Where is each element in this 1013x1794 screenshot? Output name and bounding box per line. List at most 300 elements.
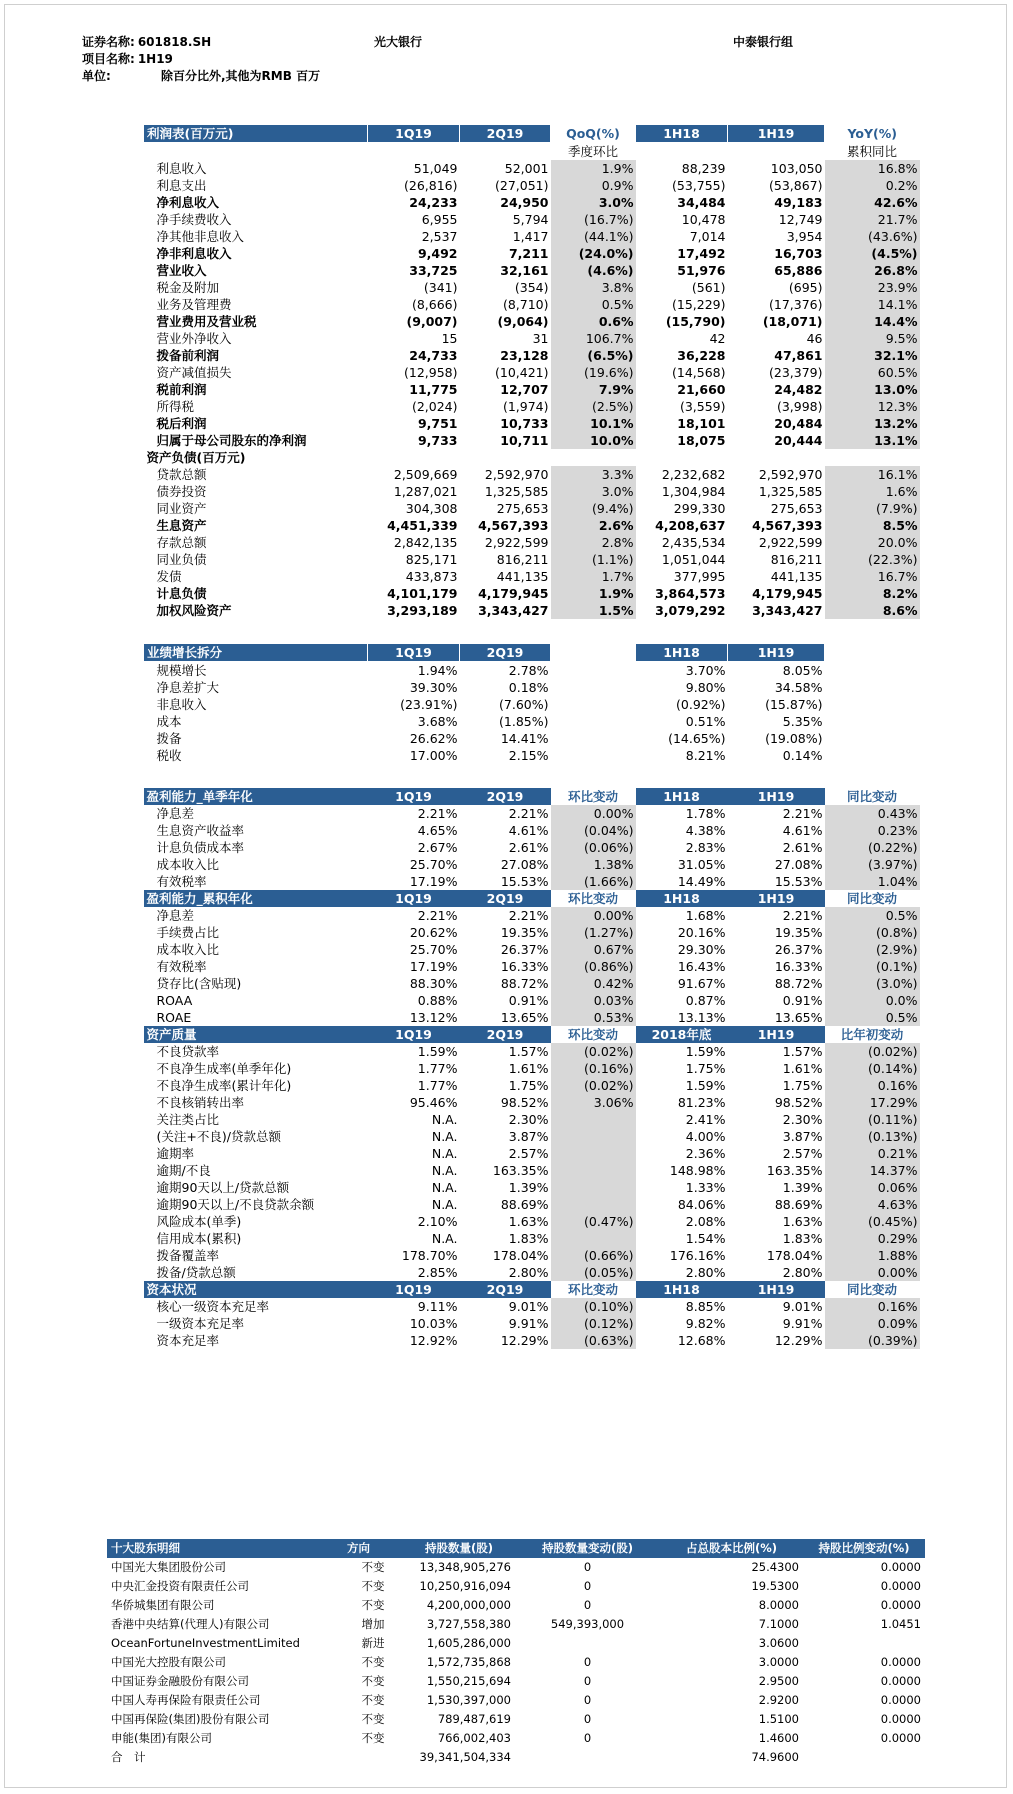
value-cell: 2.15% (508, 748, 549, 763)
value-cell: 20,444 (774, 433, 823, 448)
table-row (144, 602, 920, 619)
value-cell: 9.01% (508, 1299, 549, 1314)
column-header: 1H18 (636, 644, 728, 662)
value-cell: 2.6% (551, 517, 636, 534)
row-label: 不良核销转出率 (156, 1095, 245, 1110)
value-cell: 49,183 (774, 195, 823, 210)
value-cell: 6,955 (421, 212, 458, 227)
value-cell: 81.23% (677, 1095, 726, 1110)
table-row (144, 1162, 920, 1179)
value-cell: 12.92% (409, 1333, 458, 1348)
row-label: ROAA (156, 993, 193, 1008)
column-header: 1H18 (636, 890, 728, 907)
row-label: 不良净生成率(累计年化) (156, 1078, 292, 1093)
unit-value: 除百分比外,其他为RMB 百万 (161, 69, 321, 83)
table-row (144, 822, 920, 839)
table-row (144, 713, 920, 730)
table-row (144, 873, 920, 890)
value-cell: 3,343,427 (752, 603, 823, 618)
value-cell: 4,101,179 (387, 586, 458, 601)
value-cell: 2,592,970 (484, 467, 549, 482)
row-label: 归属于母公司股东的净利润 (156, 433, 307, 448)
value-cell: 9,733 (417, 433, 458, 448)
shareholder-cell: 766,002,403 (437, 1731, 511, 1745)
value-cell: 2,537 (421, 229, 458, 244)
value-cell: 9.5% (825, 330, 920, 347)
value-cell: (0.63%) (551, 1332, 636, 1349)
shareholder-cell (515, 1634, 660, 1653)
value-cell: 1.83% (782, 1231, 823, 1246)
value-cell: 2,509,669 (393, 467, 458, 482)
value-cell: 2.57% (782, 1146, 823, 1161)
value-cell: 1.33% (685, 1180, 726, 1195)
value-cell: 4,179,945 (752, 586, 823, 601)
value-cell: 15 (441, 331, 458, 346)
row-label: 拨备 (156, 731, 182, 746)
table-row (144, 313, 920, 330)
row-label: (关注+不良)/贷款总额 (156, 1129, 281, 1144)
value-cell: (9.4%) (551, 500, 636, 517)
shareholder-row (107, 1729, 925, 1748)
shareholder-cell: 中国光大集团股份公司 (111, 1560, 226, 1574)
shareholder-cell: 申能(集团)有限公司 (111, 1731, 212, 1745)
value-cell: 1.78% (685, 806, 726, 821)
table-row (144, 568, 920, 585)
value-cell: (1.85%) (499, 714, 549, 729)
table-row (144, 551, 920, 568)
value-cell: (0.16%) (551, 1060, 636, 1077)
column-header: 2Q19 (460, 1281, 551, 1298)
value-cell: (0.92%) (676, 697, 726, 712)
value-cell: 3.3% (551, 466, 636, 483)
table-row (144, 1145, 920, 1162)
value-cell: 88.69% (500, 1197, 549, 1212)
value-cell (551, 1162, 636, 1179)
value-cell: 0.00% (825, 1264, 920, 1281)
value-cell: 5.35% (782, 714, 823, 729)
value-cell (551, 1128, 636, 1145)
value-cell: 1.75% (508, 1078, 549, 1093)
value-cell: 12,707 (500, 382, 549, 397)
row-label: 净息差 (156, 908, 195, 923)
shareholder-cell: 3.0000 (758, 1655, 799, 1669)
shareholder-cell: 中央汇金投资有限责任公司 (111, 1579, 249, 1593)
value-cell: 26.37% (500, 942, 549, 957)
value-cell: 2,922,599 (758, 535, 823, 550)
column-header: 1H18 (636, 1281, 728, 1298)
section-title: 盈利能力_累积年化 (144, 890, 368, 907)
value-cell: 16.43% (677, 959, 726, 974)
shareholder-cell: 10,250,916,094 (419, 1579, 511, 1593)
value-cell: (0.14%) (825, 1060, 920, 1077)
value-cell: 42.6% (825, 194, 920, 211)
value-cell: 27.08% (774, 857, 823, 872)
value-cell: 7,211 (508, 246, 549, 261)
table-row (144, 1128, 920, 1145)
value-cell: 0.42% (551, 975, 636, 992)
value-cell: 23,128 (500, 348, 549, 363)
value-cell: 13.65% (774, 1010, 823, 1025)
table-row (144, 466, 920, 483)
value-cell: 0.5% (825, 907, 920, 924)
table-row (144, 747, 920, 764)
value-cell: 1.59% (685, 1078, 726, 1093)
value-cell: 9.91% (508, 1316, 549, 1331)
shareholder-cell: 0 (583, 1655, 592, 1669)
value-cell: 36,228 (677, 348, 726, 363)
table-row (144, 279, 920, 296)
section-header-row (144, 125, 920, 143)
value-cell: (0.66%) (551, 1247, 636, 1264)
row-label: 资产减值损失 (156, 365, 232, 380)
row-label: 净息差扩大 (156, 680, 220, 695)
shareholder-cell (803, 1748, 925, 1767)
section-header-row (144, 644, 920, 662)
table-row (144, 958, 920, 975)
value-cell: 13.1% (825, 432, 920, 449)
value-cell: (9,007) (406, 314, 458, 329)
value-cell: 1.75% (685, 1061, 726, 1076)
unit-line (82, 68, 321, 85)
shareholder-row (107, 1634, 925, 1653)
table-row (144, 517, 920, 534)
row-label: 净息差 (156, 806, 195, 821)
table-row (144, 1264, 920, 1281)
row-label: 拨备/贷款总额 (156, 1265, 236, 1280)
value-cell: 21,660 (677, 382, 726, 397)
row-label: 净利息收入 (156, 195, 220, 210)
table-row (144, 432, 920, 449)
value-cell: 34.58% (774, 680, 823, 695)
value-cell: (19.08%) (765, 731, 823, 746)
empty-cell (551, 662, 636, 680)
shareholder-cell: 0.0000 (880, 1731, 921, 1745)
row-label: 存款总额 (156, 535, 207, 550)
value-cell: 0.03% (551, 992, 636, 1009)
value-cell: 1.9% (551, 160, 636, 177)
value-cell: 0.23% (825, 822, 920, 839)
section-header-row (144, 788, 920, 805)
value-cell: 1.63% (782, 1214, 823, 1229)
value-cell: (3,998) (776, 399, 823, 414)
value-cell: 2.21% (782, 806, 823, 821)
value-cell: 32.1% (825, 347, 920, 364)
shareholder-table (107, 1539, 925, 1767)
value-cell: 4,567,393 (752, 518, 823, 533)
value-cell: (0.39%) (825, 1332, 920, 1349)
shareholder-cell: 占总股本比例(%) (660, 1539, 803, 1558)
value-cell: 60.5% (825, 364, 920, 381)
value-cell: 19.35% (500, 925, 549, 940)
column-header: 1H19 (728, 1026, 825, 1043)
value-cell: (0.1%) (825, 958, 920, 975)
shareholder-cell: 4,200,000,000 (426, 1598, 511, 1612)
shareholder-cell: 新进 (361, 1636, 385, 1650)
row-label: 信用成本(累积) (156, 1231, 242, 1246)
row-label: 税后利润 (156, 416, 207, 431)
value-cell: (19.6%) (551, 364, 636, 381)
value-cell: (3,559) (679, 399, 726, 414)
value-cell: 2.57% (508, 1146, 549, 1161)
value-cell: 441,135 (496, 569, 549, 584)
value-cell: 26.8% (825, 262, 920, 279)
empty-cell (368, 143, 460, 161)
row-label: 资本充足率 (156, 1333, 220, 1348)
shareholder-cell: 不变 (361, 1579, 385, 1593)
value-cell: 2.08% (685, 1214, 726, 1229)
row-label: ROAE (156, 1010, 192, 1025)
value-cell: 47,861 (774, 348, 823, 363)
value-cell: 15.53% (774, 874, 823, 889)
value-cell: 1.04% (825, 873, 920, 890)
value-cell: 9.80% (685, 680, 726, 695)
row-label: 营业外净收入 (156, 331, 232, 346)
value-cell: 88.69% (774, 1197, 823, 1212)
value-cell: 176.16% (669, 1248, 726, 1263)
shareholder-cell: 7.1000 (758, 1617, 799, 1631)
value-cell: 12.29% (774, 1333, 823, 1348)
table-row (144, 500, 920, 517)
value-cell: 433,873 (405, 569, 458, 584)
value-cell: (0.86%) (551, 958, 636, 975)
empty-cell (460, 143, 551, 161)
value-cell: 13.65% (500, 1010, 549, 1025)
row-label: 净手续费收入 (156, 212, 232, 227)
value-cell: 441,135 (770, 569, 823, 584)
value-cell: (3.97%) (825, 856, 920, 873)
value-cell: (2.5%) (551, 398, 636, 415)
table-row (144, 398, 920, 415)
value-cell: 2.21% (508, 806, 549, 821)
column-header: 环比变动 (567, 1027, 618, 1042)
value-cell: 4,567,393 (478, 518, 549, 533)
row-label: 核心一级资本充足率 (156, 1299, 270, 1314)
shareholder-cell: 1,572,735,868 (426, 1655, 511, 1669)
value-cell: 1.61% (782, 1061, 823, 1076)
column-header: 2Q19 (460, 644, 551, 662)
value-cell: 19.35% (774, 925, 823, 940)
value-cell: 1.88% (825, 1247, 920, 1264)
shareholder-cell: 0 (583, 1560, 592, 1574)
table-row (144, 975, 920, 992)
shareholder-cell: 1,530,397,000 (426, 1693, 511, 1707)
shareholder-cell: 74.9600 (751, 1750, 799, 1764)
table-row (144, 1298, 920, 1315)
column-header: 2Q19 (460, 890, 551, 907)
row-label: 成本收入比 (156, 942, 220, 957)
table-row (144, 1077, 920, 1094)
shareholder-cell: 十大股东明细 (107, 1539, 343, 1558)
value-cell: (8,666) (411, 297, 458, 312)
value-cell: N.A. (431, 1129, 458, 1144)
value-cell: (14,568) (672, 365, 726, 380)
value-cell: 0.91% (782, 993, 823, 1008)
value-cell: (7.60%) (499, 697, 549, 712)
shareholder-cell: 2.9500 (758, 1674, 799, 1688)
table-row (144, 347, 920, 364)
subheader-row (144, 143, 920, 161)
value-cell: 2.67% (417, 840, 458, 855)
value-cell: 9.11% (417, 1299, 458, 1314)
value-cell: 1,287,021 (393, 484, 458, 499)
row-label: 利息支出 (156, 178, 207, 193)
value-cell: 178.04% (766, 1248, 823, 1263)
column-header: 1Q19 (368, 125, 460, 143)
column-header: 同比变动 (846, 1282, 897, 1297)
value-cell: (0.02%) (551, 1077, 636, 1094)
value-cell: 9,751 (417, 416, 458, 431)
table-row (144, 262, 920, 279)
row-label: 同业负债 (156, 552, 207, 567)
value-cell: 1.77% (417, 1061, 458, 1076)
value-cell: 98.52% (500, 1095, 549, 1110)
value-cell: 31.05% (677, 857, 726, 872)
value-cell: 32,161 (500, 263, 549, 278)
value-cell: N.A. (431, 1231, 458, 1246)
table-row (144, 1094, 920, 1111)
value-cell: 1.57% (508, 1044, 549, 1059)
value-cell: 1.59% (417, 1044, 458, 1059)
value-cell: 816,211 (496, 552, 549, 567)
value-cell: (0.05%) (551, 1264, 636, 1281)
value-cell: (1,974) (502, 399, 549, 414)
section-title: 利润表(百万元) (144, 125, 368, 143)
empty-cell (825, 662, 920, 680)
value-cell: 51,976 (677, 263, 726, 278)
value-cell: 816,211 (770, 552, 823, 567)
value-cell: (3.0%) (825, 975, 920, 992)
value-cell: 1.57% (782, 1044, 823, 1059)
value-cell: 0.91% (508, 993, 549, 1008)
column-header: 2018年底 (636, 1026, 728, 1043)
empty-cell (825, 696, 920, 713)
value-cell: (27,051) (495, 178, 549, 193)
table-row (144, 1196, 920, 1213)
table-row (144, 585, 920, 602)
column-header: 1H19 (728, 644, 825, 662)
value-cell: 163.35% (492, 1163, 549, 1178)
value-cell: 1.7% (551, 568, 636, 585)
value-cell: 1.75% (782, 1078, 823, 1093)
value-cell: 10,733 (500, 416, 549, 431)
column-header: 同比变动 (846, 789, 897, 804)
shareholder-row (107, 1615, 925, 1634)
value-cell: 16.33% (774, 959, 823, 974)
value-cell: 0.00% (551, 907, 636, 924)
value-cell: (0.22%) (825, 839, 920, 856)
value-cell: 0.88% (417, 993, 458, 1008)
value-cell: 88,239 (681, 161, 726, 176)
empty-cell (825, 679, 920, 696)
value-cell: (354) (514, 280, 549, 295)
value-cell: 3.87% (508, 1129, 549, 1144)
unit-label: 单位: (82, 69, 111, 83)
value-cell: 10.0% (551, 432, 636, 449)
value-cell: 16.33% (500, 959, 549, 974)
value-cell (551, 1179, 636, 1196)
value-cell: 29.30% (677, 942, 726, 957)
table-row (144, 730, 920, 747)
empty-cell (825, 713, 920, 730)
value-cell: 2.61% (508, 840, 549, 855)
shareholder-cell: 0 (583, 1712, 592, 1726)
section-title: 盈利能力_单季年化 (144, 788, 368, 805)
shareholder-cell: 0.0000 (880, 1712, 921, 1726)
shareholder-cell: 不变 (361, 1693, 385, 1707)
row-label: 税收 (156, 748, 182, 763)
shareholder-cell: OceanFortuneInvestmentLimited (111, 1636, 300, 1650)
value-cell: 14.37% (825, 1162, 920, 1179)
empty-cell (551, 644, 636, 662)
row-label: 一级资本充足率 (156, 1316, 245, 1331)
row-label: 有效税率 (156, 959, 207, 974)
row-label: 营业费用及营业税 (156, 314, 257, 329)
value-cell: 26.62% (409, 731, 458, 746)
value-cell: 1,325,585 (758, 484, 823, 499)
value-cell: 4.00% (685, 1129, 726, 1144)
shareholder-cell: 39,341,504,334 (419, 1750, 511, 1764)
value-cell: 88.72% (774, 976, 823, 991)
value-cell: 31 (532, 331, 549, 346)
row-label: 拨备覆盖率 (156, 1248, 220, 1263)
value-cell: 299,330 (673, 501, 726, 516)
shareholder-cell: 不变 (361, 1655, 385, 1669)
column-header: 环比变动 (567, 891, 618, 906)
value-cell: 17.19% (409, 959, 458, 974)
section-spacer (144, 764, 920, 788)
table-row (144, 211, 920, 228)
value-cell: 2.21% (782, 908, 823, 923)
table-row (144, 228, 920, 245)
column-header: 环比变动 (567, 1282, 618, 1297)
row-label: 贷存比(含贴现) (156, 976, 242, 991)
value-cell: 1.63% (508, 1214, 549, 1229)
row-label: 有效税率 (156, 874, 207, 889)
value-cell: (22.3%) (825, 551, 920, 568)
value-cell: 9.01% (782, 1299, 823, 1314)
value-cell: 0.53% (551, 1009, 636, 1026)
value-cell: 24,950 (500, 195, 549, 210)
row-label: 关注类占比 (156, 1112, 220, 1127)
value-cell: 24,733 (409, 348, 458, 363)
value-cell: 17.00% (409, 748, 458, 763)
table-row (144, 1213, 920, 1230)
shareholder-cell: 中国再保险(集团)股份有限公司 (111, 1712, 270, 1726)
row-label: 贷款总额 (156, 467, 207, 482)
value-cell: 4.38% (685, 823, 726, 838)
value-cell: 16,703 (774, 246, 823, 261)
security-code: 601818.SH (137, 35, 212, 49)
table-row (144, 856, 920, 873)
row-label: 营业收入 (156, 263, 207, 278)
value-cell: (1.27%) (551, 924, 636, 941)
value-cell: (15,790) (665, 314, 726, 329)
value-cell: 98.52% (774, 1095, 823, 1110)
shareholder-row (107, 1691, 925, 1710)
value-cell: 20,484 (774, 416, 823, 431)
value-cell: (0.10%) (551, 1298, 636, 1315)
shareholder-cell: 不变 (361, 1731, 385, 1745)
value-cell: (23,379) (769, 365, 823, 380)
value-cell: 13.12% (409, 1010, 458, 1025)
row-label: 规模增长 (156, 663, 207, 678)
broker-name: 中泰银行组 (733, 35, 794, 49)
empty-cell (551, 747, 636, 764)
value-cell: 1.5% (551, 602, 636, 619)
value-cell: 148.98% (669, 1163, 726, 1178)
value-cell: 4,451,339 (387, 518, 458, 533)
value-cell: 7,014 (689, 229, 726, 244)
